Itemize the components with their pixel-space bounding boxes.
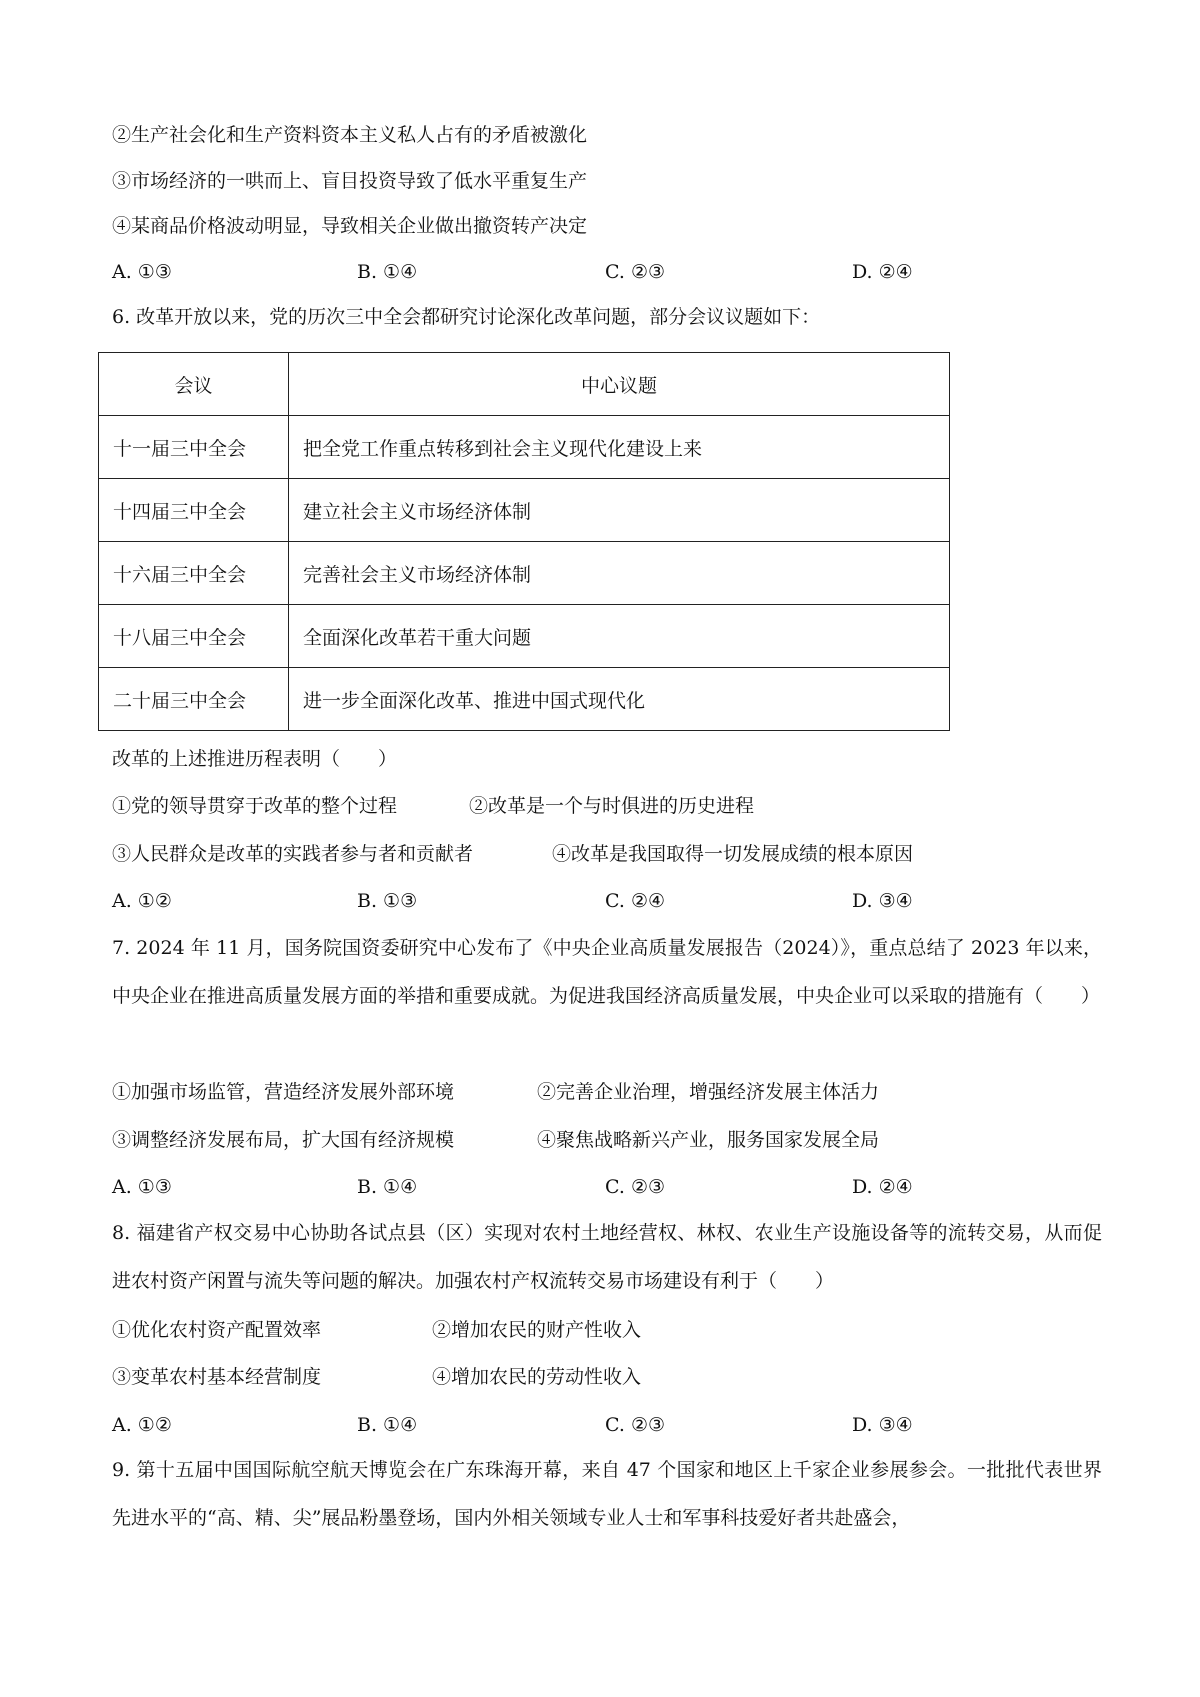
- table-cell-topic: 完善社会主义市场经济体制: [289, 542, 950, 605]
- q8-option-b[interactable]: B. ①④: [357, 1414, 418, 1436]
- q5-statement-4: ④某商品价格波动明显，导致相关企业做出撤资转产决定: [112, 215, 588, 237]
- table-row: [99, 605, 950, 668]
- q6-option-c[interactable]: C. ②④: [605, 890, 666, 912]
- table-cell-meeting: 二十届三中全会: [99, 668, 289, 731]
- q6-statement-4: ④改革是我国取得一切发展成绩的根本原因: [552, 843, 914, 865]
- q8-statement-2: ②增加农民的财产性收入: [432, 1319, 642, 1341]
- q6-statements-row-1: [112, 793, 1012, 819]
- table-cell-topic: 建立社会主义市场经济体制: [289, 479, 950, 542]
- q8-stem: 8. 福建省产权交易中心协助各试点县（区）实现对农村土地经营权、林权、农业生产设施设备等的流转交易，从而促进农村资产闲置与流失等问题的解决。加强农村产权流转交易市场建设有利于（ ）: [112, 1222, 1102, 1292]
- table-cell-meeting: 十四届三中全会: [99, 479, 289, 542]
- q8-statement-3: ③变革农村基本经营制度: [112, 1366, 322, 1388]
- q5-option-a[interactable]: A. ①③: [112, 261, 172, 283]
- q7-option-d[interactable]: D. ②④: [852, 1176, 913, 1198]
- q7-statement-2: ②完善企业治理，增强经济发展主体活力: [537, 1081, 880, 1103]
- q6-meeting-table: [98, 352, 950, 731]
- q7-statement-1: ①加强市场监管，营造经济发展外部环境: [112, 1081, 455, 1103]
- q6-stem: 6. 改革开放以来，党的历次三中全会都研究讨论深化改革问题，部分会议议题如下：: [112, 306, 821, 328]
- q7-statements-row-1: [112, 1079, 1012, 1105]
- q7-stem: 7. 2024 年 11 月，国务院国资委研究中心发布了《中央企业高质量发展报告（2024）》，重点总结了 2023 年以来，中央企业在推进高质量发展方面的举措和重要成就。为促进我国经济高质量发展，中央企业可以采取的措施有（ ）: [112, 937, 1102, 1007]
- table-row: [99, 416, 950, 479]
- q8-statements-row-1: [112, 1317, 1012, 1343]
- q7-options: [112, 1174, 992, 1200]
- q6-statements-row-2: [112, 841, 1012, 867]
- table-cell-topic: 进一步全面深化改革、推进中国式现代化: [289, 668, 950, 731]
- table-row: [99, 668, 950, 731]
- q6-option-d[interactable]: D. ③④: [852, 890, 913, 912]
- q7-statement-4: ④聚焦战略新兴产业，服务国家发展全局: [537, 1129, 880, 1151]
- q8-option-a[interactable]: A. ①②: [112, 1414, 172, 1436]
- q5-option-d[interactable]: D. ②④: [852, 261, 913, 283]
- q6-statement-3: ③人民群众是改革的实践者参与者和贡献者: [112, 843, 474, 865]
- q6-question: 改革的上述推进历程表明（ ）: [112, 748, 398, 770]
- q6-option-a[interactable]: A. ①②: [112, 890, 172, 912]
- q8-statement-1: ①优化农村资产配置效率: [112, 1319, 322, 1341]
- q5-statement-3: ③市场经济的一哄而上、盲目投资导致了低水平重复生产: [112, 170, 588, 192]
- q8-statements-row-2: [112, 1364, 1012, 1390]
- table-header-meeting: 会议: [99, 353, 289, 416]
- q8-option-c[interactable]: C. ②③: [605, 1414, 666, 1436]
- q8-statement-4: ④增加农民的劳动性收入: [432, 1366, 642, 1388]
- q6-option-b[interactable]: B. ①③: [357, 890, 418, 912]
- q6-options: [112, 888, 992, 914]
- table-row: [99, 542, 950, 605]
- q7-option-a[interactable]: A. ①③: [112, 1176, 172, 1198]
- q7-statements-row-2: [112, 1127, 1012, 1153]
- q5-statement-2: ②生产社会化和生产资料资本主义私人占有的矛盾被激化: [112, 124, 588, 146]
- q5-option-c[interactable]: C. ②③: [605, 261, 666, 283]
- q7-statement-3: ③调整经济发展布局，扩大国有经济规模: [112, 1129, 455, 1151]
- q8-option-d[interactable]: D. ③④: [852, 1414, 913, 1436]
- table-cell-topic: 把全党工作重点转移到社会主义现代化建设上来: [289, 416, 950, 479]
- q8-options: [112, 1412, 992, 1438]
- table-cell-meeting: 十六届三中全会: [99, 542, 289, 605]
- table-cell-meeting: 十八届三中全会: [99, 605, 289, 668]
- table-cell-topic: 全面深化改革若干重大问题: [289, 605, 950, 668]
- q7-option-b[interactable]: B. ①④: [357, 1176, 418, 1198]
- table-header-topic: 中心议题: [289, 353, 950, 416]
- q7-option-c[interactable]: C. ②③: [605, 1176, 666, 1198]
- table-row: [99, 479, 950, 542]
- q6-statement-2: ②改革是一个与时俱进的历史进程: [469, 795, 755, 817]
- q5-option-b[interactable]: B. ①④: [357, 261, 418, 283]
- q5-options: [112, 259, 992, 285]
- table-cell-meeting: 十一届三中全会: [99, 416, 289, 479]
- q9-stem: 9. 第十五届中国国际航空航天博览会在广东珠海开幕，来自 47 个国家和地区上千家企业参展参会。一批批代表世界先进水平的“高、精、尖”展品粉墨登场，国内外相关领域专业人士和军事科技爱好者共赴盛会，: [112, 1459, 1102, 1529]
- q6-statement-1: ①党的领导贯穿于改革的整个过程: [112, 795, 398, 817]
- table-header-row: [99, 353, 950, 416]
